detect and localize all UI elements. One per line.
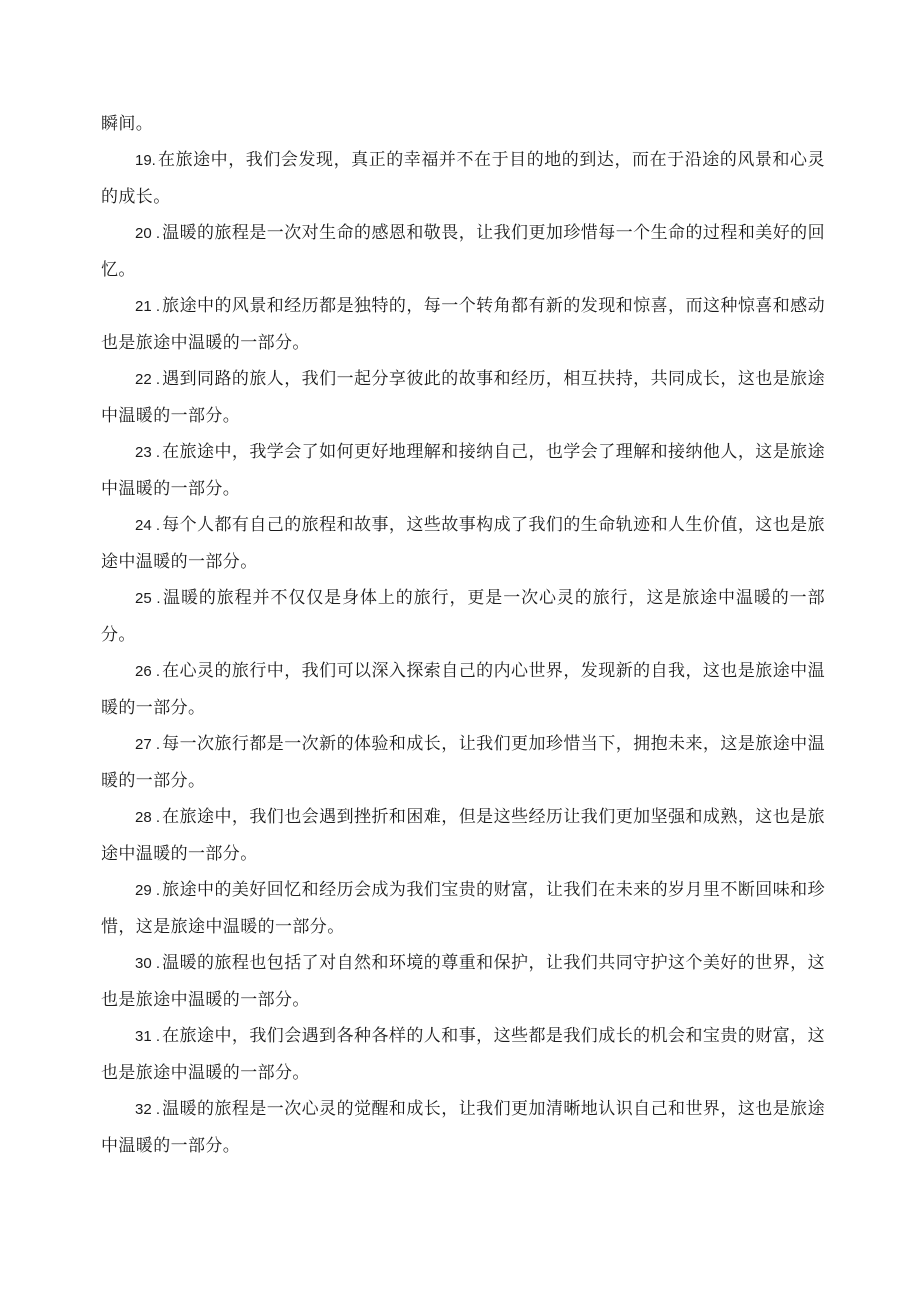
item-number: 27 . — [135, 736, 161, 753]
list-item — [101, 799, 825, 872]
item-text: 在旅途中，我们会发现，真正的幸福并不在于目的地的到达，而在于沿途的风景和心灵的成长。 — [101, 150, 825, 207]
item-number: 19. — [135, 152, 156, 169]
list-item — [101, 653, 825, 726]
list-item — [101, 945, 825, 1018]
item-text: 温暖的旅程是一次对生命的感恩和敬畏，让我们更加珍惜每一个生命的过程和美好的回忆。 — [101, 223, 825, 280]
list-item — [101, 1091, 825, 1164]
item-number: 32 . — [135, 1101, 161, 1118]
continuation-text: 瞬间。 — [101, 114, 154, 134]
item-number: 28 . — [135, 809, 161, 826]
item-text: 旅途中的美好回忆和经历会成为我们宝贵的财富，让我们在未来的岁月里不断回味和珍惜，这是旅途中温暖的一部分。 — [101, 880, 825, 937]
item-number: 20 . — [135, 225, 161, 242]
item-text: 遇到同路的旅人，我们一起分享彼此的故事和经历，相互扶持，共同成长，这也是旅途中温暖的一部分。 — [101, 369, 825, 426]
list-item — [101, 1018, 825, 1091]
list-item — [101, 507, 825, 580]
list-item — [101, 361, 825, 434]
item-number: 22 . — [135, 371, 161, 388]
item-number: 29 . — [135, 882, 161, 899]
list-item — [101, 872, 825, 945]
list-item — [101, 215, 825, 288]
item-text: 在心灵的旅行中，我们可以深入探索自己的内心世界，发现新的自我，这也是旅途中温暖的一部分。 — [101, 661, 825, 718]
item-text: 在旅途中，我学会了如何更好地理解和接纳自己，也学会了理解和接纳他人，这是旅途中温暖的一部分。 — [101, 442, 825, 499]
item-text: 旅途中的风景和经历都是独特的，每一个转角都有新的发现和惊喜，而这种惊喜和感动也是旅途中温暖的一部分。 — [101, 296, 825, 353]
item-number: 25 . — [135, 590, 161, 607]
list-item — [101, 142, 825, 215]
list-item — [101, 288, 825, 361]
list-item — [101, 726, 825, 799]
item-text: 在旅途中，我们会遇到各种各样的人和事，这些都是我们成长的机会和宝贵的财富，这也是旅途中温暖的一部分。 — [101, 1026, 825, 1083]
item-number: 31 . — [135, 1028, 161, 1045]
item-text: 在旅途中，我们也会遇到挫折和困难，但是这些经历让我们更加坚强和成熟，这也是旅途中温暖的一部分。 — [101, 807, 825, 864]
item-text: 每个人都有自己的旅程和故事，这些故事构成了我们的生命轨迹和人生价值，这也是旅途中温暖的一部分。 — [101, 515, 825, 572]
item-text: 温暖的旅程也包括了对自然和环境的尊重和保护，让我们共同守护这个美好的世界，这也是旅途中温暖的一部分。 — [101, 953, 825, 1010]
item-text: 温暖的旅程并不仅仅是身体上的旅行，更是一次心灵的旅行，这是旅途中温暖的一部分。 — [101, 588, 825, 645]
document-body — [101, 106, 825, 1164]
list-item — [101, 434, 825, 507]
item-number: 24 . — [135, 517, 161, 534]
item-text: 温暖的旅程是一次心灵的觉醒和成长，让我们更加清晰地认识自己和世界，这也是旅途中温暖的一部分。 — [101, 1099, 825, 1156]
item-number: 21 . — [135, 298, 161, 315]
item-number: 30 . — [135, 955, 161, 972]
list-item — [101, 580, 825, 653]
item-text: 每一次旅行都是一次新的体验和成长，让我们更加珍惜当下，拥抱未来，这是旅途中温暖的一部分。 — [101, 734, 825, 791]
item-number: 23 . — [135, 444, 161, 461]
item-number: 26 . — [135, 663, 161, 680]
